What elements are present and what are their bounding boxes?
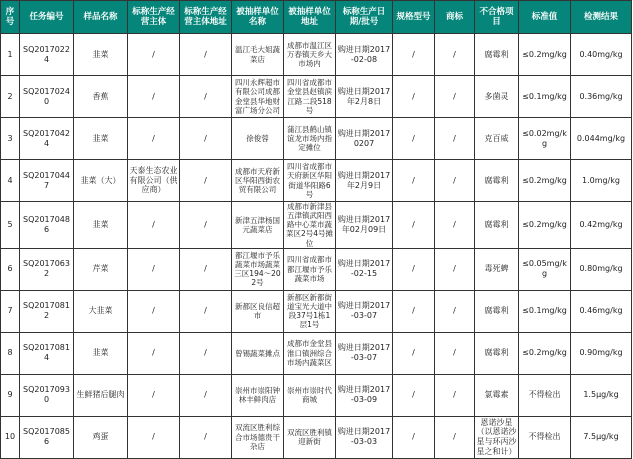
cell-sampled-unit: 温江毛大姐蔬菜店 <box>232 34 284 76</box>
cell-result: 0.80mg/kg <box>571 248 632 290</box>
cell-sampled-address: 成都市金堂县淮口镇洲综合市场内蔬菜区 <box>284 332 336 374</box>
cell-sampled-unit: 双流区胜利综合市场德贵干杂店 <box>232 416 284 458</box>
cell-standard: 不得检出 <box>519 374 571 416</box>
cell-date-batch: 购进日期2017-02-08 <box>336 34 393 76</box>
header-failed-item: 不合格项目 <box>475 1 519 34</box>
header-no: 序号 <box>1 1 20 34</box>
cell-date-batch: 购进日期2017-03-07 <box>336 332 393 374</box>
cell-date-batch: 购进日期2017年02月09日 <box>336 202 393 249</box>
header-producer: 标称生产经营主体 <box>128 1 180 34</box>
cell-brand: / <box>435 202 475 249</box>
cell-brand: / <box>435 34 475 76</box>
cell-result: 0.36mg/kg <box>571 76 632 118</box>
cell-result: 0.90mg/kg <box>571 332 632 374</box>
cell-sampled-address: 双流区胜利镇迎新街 <box>284 416 336 458</box>
header-date-batch: 标称生产日期/批号 <box>336 1 393 34</box>
cell-sampled-unit: 新津五津杨国元蔬菜店 <box>232 202 284 249</box>
cell-producer-address: / <box>180 332 232 374</box>
header-row <box>1 1 632 34</box>
cell-producer: / <box>128 118 180 160</box>
cell-no: 8 <box>1 332 20 374</box>
cell-standard: 不得检出 <box>519 416 571 458</box>
cell-no: 5 <box>1 202 20 249</box>
cell-sample-name: 香蕉 <box>74 76 128 118</box>
cell-standard: ≤0.2mg/kg <box>519 34 571 76</box>
cell-no: 3 <box>1 118 20 160</box>
cell-sampled-address: 四川省成都市天府新区华阳街道华阳路6号 <box>284 160 336 202</box>
cell-task-id: SQ20170812 <box>20 290 74 332</box>
cell-producer: / <box>128 248 180 290</box>
cell-producer: / <box>128 332 180 374</box>
cell-date-batch: 购进日期2017-03-09 <box>336 374 393 416</box>
header-producer-address: 标称生产经营主体地址 <box>180 1 232 34</box>
cell-failed-item: 腐霉利 <box>475 290 519 332</box>
cell-no: 2 <box>1 76 20 118</box>
cell-producer-address: / <box>180 374 232 416</box>
cell-brand: / <box>435 248 475 290</box>
cell-sample-name: 韭菜（大） <box>74 160 128 202</box>
cell-spec: / <box>393 160 435 202</box>
cell-no: 7 <box>1 290 20 332</box>
cell-sampled-address: 四川省成都市都江堰市予乐蔬菜市场 <box>284 248 336 290</box>
cell-no: 9 <box>1 374 20 416</box>
cell-date-batch: 购进日期2017年2月9日 <box>336 160 393 202</box>
cell-spec: / <box>393 248 435 290</box>
cell-spec: / <box>393 332 435 374</box>
table-row <box>1 160 632 202</box>
cell-task-id: SQ20170424 <box>20 118 74 160</box>
cell-producer: 天泰生态农业有限公司（供应商） <box>128 160 180 202</box>
cell-result: 0.044mg/kg <box>571 118 632 160</box>
table-row <box>1 416 632 458</box>
cell-failed-item: 恩诺沙星（以恩诺沙星与环丙沙星之和计） <box>475 416 519 458</box>
cell-standard: ≤0.02mg/kg <box>519 118 571 160</box>
cell-producer: / <box>128 76 180 118</box>
cell-sampled-address: 成都市新津县五津镇武阳西路中心菜市蔬菜区2号4号摊位 <box>284 202 336 249</box>
cell-spec: / <box>393 290 435 332</box>
cell-date-batch: 购进日期2017年2月8日 <box>336 76 393 118</box>
cell-brand: / <box>435 160 475 202</box>
cell-producer-address: / <box>180 290 232 332</box>
cell-sample-name: 鸡蛋 <box>74 416 128 458</box>
cell-sample-name: 芹菜 <box>74 248 128 290</box>
cell-failed-item: 克百威 <box>475 118 519 160</box>
cell-spec: / <box>393 202 435 249</box>
cell-date-batch: 购进日期2017-02-15 <box>336 248 393 290</box>
cell-sample-name: 韭菜 <box>74 332 128 374</box>
cell-spec: / <box>393 374 435 416</box>
cell-task-id: SQ20170930 <box>20 374 74 416</box>
cell-standard: ≤0.05mg/kg <box>519 248 571 290</box>
cell-producer-address: / <box>180 118 232 160</box>
header-sample-name: 样品名称 <box>74 1 128 34</box>
cell-producer: / <box>128 202 180 249</box>
cell-producer: / <box>128 416 180 458</box>
header-result: 检测结果 <box>571 1 632 34</box>
cell-date-batch: 购进日期2017-03-07 <box>336 290 393 332</box>
cell-no: 10 <box>1 416 20 458</box>
cell-task-id: SQ20170486 <box>20 202 74 249</box>
cell-failed-item: 腐霉利 <box>475 34 519 76</box>
cell-sampled-unit: 新都区良信超市 <box>232 290 284 332</box>
cell-result: 1.0mg/kg <box>571 160 632 202</box>
cell-sampled-unit: 都江堰市予乐蔬菜市场蔬菜三区194～202号 <box>232 248 284 290</box>
cell-standard: ≤0.1mg/kg <box>519 290 571 332</box>
cell-task-id: SQ20170632 <box>20 248 74 290</box>
cell-result: 0.40mg/kg <box>571 34 632 76</box>
cell-sampled-unit: 徐俊蓉 <box>232 118 284 160</box>
cell-sampled-address: 四川省成都市金堂县赵镇滨江路二段518号 <box>284 76 336 118</box>
cell-brand: / <box>435 374 475 416</box>
cell-brand: / <box>435 290 475 332</box>
cell-brand: / <box>435 416 475 458</box>
cell-task-id: SQ20170240 <box>20 76 74 118</box>
cell-sampled-address: 崇州市崇时代商城 <box>284 374 336 416</box>
cell-task-id: SQ20170856 <box>20 416 74 458</box>
cell-task-id: SQ20170224 <box>20 34 74 76</box>
cell-result: 7.5μg/kg <box>571 416 632 458</box>
cell-failed-item: 多菌灵 <box>475 76 519 118</box>
cell-producer-address: / <box>180 248 232 290</box>
cell-spec: / <box>393 416 435 458</box>
cell-standard: ≤0.2mg/kg <box>519 160 571 202</box>
cell-producer-address: / <box>180 34 232 76</box>
cell-failed-item: 腐霉利 <box>475 332 519 374</box>
cell-standard: ≤0.2mg/kg <box>519 332 571 374</box>
table-row <box>1 248 632 290</box>
cell-date-batch: 购进日期2017-03-03 <box>336 416 393 458</box>
cell-producer: / <box>128 374 180 416</box>
header-spec: 规格型号 <box>393 1 435 34</box>
cell-result: 1.5μg/kg <box>571 374 632 416</box>
cell-sampled-unit: 成都市天府新区华阳西街农贸有限公司 <box>232 160 284 202</box>
cell-sample-name: 韭菜 <box>74 202 128 249</box>
header-task-id: 任务编号 <box>20 1 74 34</box>
cell-failed-item: 腐霉利 <box>475 160 519 202</box>
cell-sample-name: 大韭菜 <box>74 290 128 332</box>
cell-producer-address: / <box>180 76 232 118</box>
cell-producer-address: / <box>180 202 232 249</box>
table-row <box>1 202 632 249</box>
cell-no: 4 <box>1 160 20 202</box>
cell-failed-item: 氯霉素 <box>475 374 519 416</box>
table-row <box>1 290 632 332</box>
table-row <box>1 118 632 160</box>
cell-producer-address: / <box>180 416 232 458</box>
table-body <box>1 34 632 459</box>
cell-producer: / <box>128 290 180 332</box>
header-sampled-address: 被抽样单位地址 <box>284 1 336 34</box>
cell-failed-item: 腐霉利 <box>475 202 519 249</box>
cell-spec: / <box>393 34 435 76</box>
cell-sample-name: 韭菜 <box>74 34 128 76</box>
table-row <box>1 34 632 76</box>
cell-sampled-unit: 崇州市崇阳钟林丰鲜肉店 <box>232 374 284 416</box>
cell-sampled-address: 新都区新都街道宝光大道中段37号1栋1层1号 <box>284 290 336 332</box>
cell-standard: ≤0.2mg/kg <box>519 202 571 249</box>
cell-producer: / <box>128 34 180 76</box>
cell-standard: ≤0.1mg/kg <box>519 76 571 118</box>
cell-producer-address: / <box>180 160 232 202</box>
cell-brand: / <box>435 76 475 118</box>
cell-sampled-unit: 四川永辉超市有限公司成都金堂县华地财富广场分公司 <box>232 76 284 118</box>
cell-date-batch: 购进日期20170207 <box>336 118 393 160</box>
cell-no: 6 <box>1 248 20 290</box>
header-standard: 标准值 <box>519 1 571 34</box>
header-brand: 商标 <box>435 1 475 34</box>
table-row <box>1 374 632 416</box>
cell-spec: / <box>393 118 435 160</box>
cell-task-id: SQ20170814 <box>20 332 74 374</box>
cell-sampled-unit: 曾锡蔬菜摊点 <box>232 332 284 374</box>
cell-sample-name: 韭菜 <box>74 118 128 160</box>
cell-result: 0.46mg/kg <box>571 290 632 332</box>
cell-sample-name: 生鲜猪后腿肉 <box>74 374 128 416</box>
header-sampled-unit: 被抽样单位名称 <box>232 1 284 34</box>
cell-brand: / <box>435 118 475 160</box>
cell-sampled-address: 蒲江县鹤山镇谊龙市场内指定摊位 <box>284 118 336 160</box>
cell-spec: / <box>393 76 435 118</box>
cell-sampled-address: 成都市温江区万春镇天乡大市场内 <box>284 34 336 76</box>
cell-brand: / <box>435 332 475 374</box>
cell-result: 0.42mg/kg <box>571 202 632 249</box>
cell-no: 1 <box>1 34 20 76</box>
table-row <box>1 332 632 374</box>
cell-task-id: SQ20170447 <box>20 160 74 202</box>
cell-failed-item: 毒死蜱 <box>475 248 519 290</box>
table-row <box>1 76 632 118</box>
